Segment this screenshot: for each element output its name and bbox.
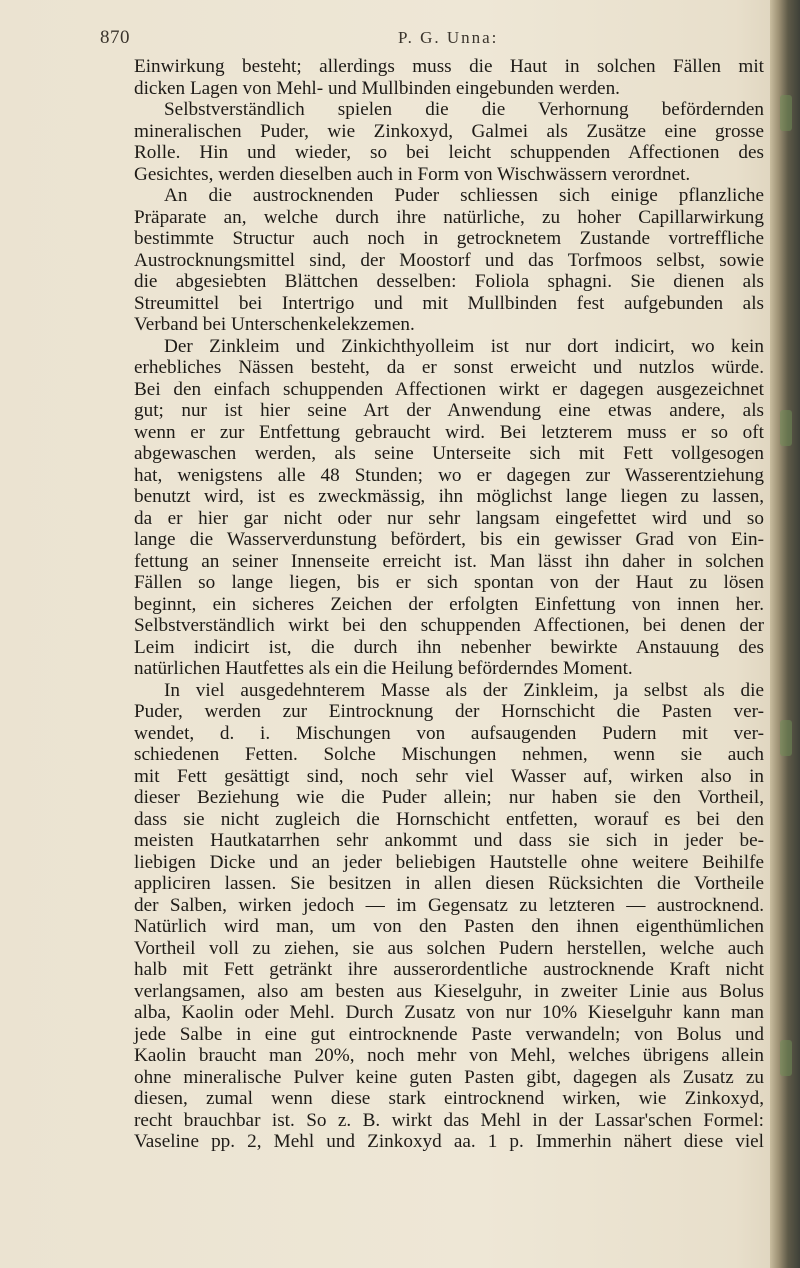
text-line: beginnt, ein sicheres Zeichen der erfolgten Einfettung von innen her. bbox=[134, 593, 764, 615]
text-line: abgewaschen werden, als seine Unterseite sich mit Fett vollgesogen bbox=[134, 443, 764, 464]
text-line: diesen, zumal wenn diese stark eintrocknend wirken, wie Zinkoxyd, bbox=[134, 1088, 764, 1109]
text-line: schiedenen Fetten. Solche Mischungen nehmen, wenn sie auch bbox=[134, 744, 764, 765]
edge-stain bbox=[780, 410, 792, 446]
text-line: Natürlich wird man, um von den Pasten den ihnen eigenthümlichen bbox=[134, 916, 764, 937]
text-line: Bei den einfach schuppenden Affectionen wirkt er dagegen ausgezeichnet bbox=[134, 378, 764, 400]
text-line: natürlichen Hautfettes als ein die Heilung beförderndes Moment. bbox=[134, 658, 633, 679]
text-line: Puder, werden zur Eintrocknung der Hornschicht die Pasten ver- bbox=[134, 701, 764, 722]
text-line: jede Salbe in eine gut eintrocknende Paste verwandeln; von Bolus und bbox=[134, 1023, 764, 1045]
text-line: hat, wenigstens alle 48 Stunden; wo er dagegen zur Wasserentziehung bbox=[134, 464, 764, 486]
text-line: fettung an seiner Innenseite erreicht ist. Man lässt ihn daher in solchen bbox=[134, 550, 764, 572]
edge-stain bbox=[780, 720, 792, 756]
text-line: da er hier gar nicht oder nur sehr langsam eingefettet wird und so bbox=[134, 507, 764, 529]
text-line: lange die Wasserverdunstung befördert, bis ein gewisser Grad von Ein- bbox=[134, 529, 764, 550]
edge-stain bbox=[780, 95, 792, 131]
text-line: Präparate an, welche durch ihre natürliche, zu hoher Capillarwirkung bbox=[134, 206, 764, 228]
text-line: liebigen Dicke und an jeder beliebigen Hautstelle ohne weitere Beihilfe bbox=[134, 851, 764, 873]
text-line: erhebliches Nässen besteht, da er sonst erweicht und nutzlos würde. bbox=[134, 357, 764, 378]
text-line: Einwirkung besteht; allerdings muss die Haut in solchen Fällen mit bbox=[134, 56, 764, 77]
text-line: mineralischen Puder, wie Zinkoxyd, Galmei als Zusätze eine grosse bbox=[134, 120, 764, 142]
text-line: halb mit Fett getränkt ihre ausserordentliche austrocknende Kraft nicht bbox=[134, 959, 764, 980]
text-line: dicken Lagen von Mehl- und Mullbinden eingebunden werden. bbox=[134, 77, 620, 99]
text-line: der Salben, wirken jedoch — im Gegensatz zu letzteren — austrocknend. bbox=[134, 894, 764, 916]
text-line: gut; nur ist hier seine Art der Anwendung eine etwas andere, als bbox=[134, 400, 764, 421]
text-line: benutzt wird, ist es zweckmässig, ihn möglichst lange liegen zu lassen, bbox=[134, 486, 764, 507]
text-line: Verband bei Unterschenkelekzemen. bbox=[134, 314, 415, 335]
text-line: Austrocknungsmittel sind, der Moostorf und das Torfmoos selbst, sowie bbox=[134, 249, 764, 271]
text-line: wenn er zur Entfettung gebraucht wird. Bei letzterem muss er so oft bbox=[134, 421, 764, 443]
text-line: appliciren lassen. Sie besitzen in allen diesen Rücksichten die Vortheile bbox=[134, 873, 764, 894]
text-line: Der Zinkleim und Zinkichthyolleim ist nur dort indicirt, wo kein bbox=[164, 335, 764, 357]
text-line: Rolle. Hin und wieder, so bei leicht schuppenden Affectionen des bbox=[134, 142, 764, 163]
text-line: verlangsamen, also am besten aus Kieselguhr, in zweiter Linie aus Bolus bbox=[134, 980, 764, 1002]
text-line: wendet, d. i. Mischungen von aufsaugenden Pudern mit ver- bbox=[134, 722, 764, 744]
page-header bbox=[100, 27, 740, 51]
text-line: die abgesiebten Blättchen desselben: Foliola sphagni. Sie dienen als bbox=[134, 271, 764, 292]
text-line: ohne mineralische Pulver keine guten Pasten gibt, dagegen als Zusatz zu bbox=[134, 1066, 764, 1088]
body-text bbox=[134, 56, 764, 1153]
text-line: recht brauchbar ist. So z. B. wirkt das Mehl in der Lassar'schen Formel: bbox=[134, 1109, 764, 1131]
text-line: Vortheil voll zu ziehen, sie aus solchen Pudern herstellen, welche auch bbox=[134, 937, 764, 959]
text-line: An die austrocknenden Puder schliessen sich einige pflanzliche bbox=[164, 185, 764, 206]
text-line: In viel ausgedehnterem Masse als der Zinkleim, ja selbst als die bbox=[164, 679, 764, 701]
edge-stain bbox=[780, 1040, 792, 1076]
text-line: Kaolin braucht man 20%, noch mehr von Mehl, welches übrigens allein bbox=[134, 1045, 764, 1066]
text-line: dass sie nicht zugleich die Hornschicht entfetten, worauf es bei den bbox=[134, 808, 764, 830]
text-line: mit Fett gesättigt sind, noch sehr viel Wasser auf, wirken also in bbox=[134, 765, 764, 787]
text-line: Fällen so lange liegen, bis er sich spontan von der Haut zu lösen bbox=[134, 572, 764, 593]
text-line: bestimmte Structur auch noch in getrocknetem Zustande vortreffliche bbox=[134, 228, 764, 249]
running-head: P. G. Unna: bbox=[398, 28, 499, 47]
text-line: Selbstverständlich wirkt bei den schuppenden Affectionen, bei denen der bbox=[134, 615, 764, 636]
page-number: 870 bbox=[100, 27, 130, 48]
text-line: Selbstverständlich spielen die die Verhornung befördernden bbox=[164, 99, 764, 120]
text-line: Leim indicirt ist, die durch ihn nebenher bewirkte Anstauung des bbox=[134, 636, 764, 658]
text-line: Gesichtes, werden dieselben auch in Form von Wischwässern verordnet. bbox=[134, 163, 691, 185]
text-line: meisten Hautkatarrhen sehr ankommt und dass sie sich in jeder be- bbox=[134, 830, 764, 851]
text-line: Vaseline pp. 2, Mehl und Zinkoxyd aa. 1 p. Immerhin nähert diese viel bbox=[134, 1131, 764, 1152]
page-edge-shadow bbox=[770, 0, 800, 1268]
text-line: alba, Kaolin oder Mehl. Durch Zusatz von nur 10% Kieselguhr kann man bbox=[134, 1002, 764, 1023]
text-line: Streumittel bei Intertrigo und mit Mullbinden fest aufgebunden als bbox=[134, 292, 764, 314]
text-line: dieser Beziehung wie die Puder allein; nur haben sie den Vortheil, bbox=[134, 787, 764, 808]
